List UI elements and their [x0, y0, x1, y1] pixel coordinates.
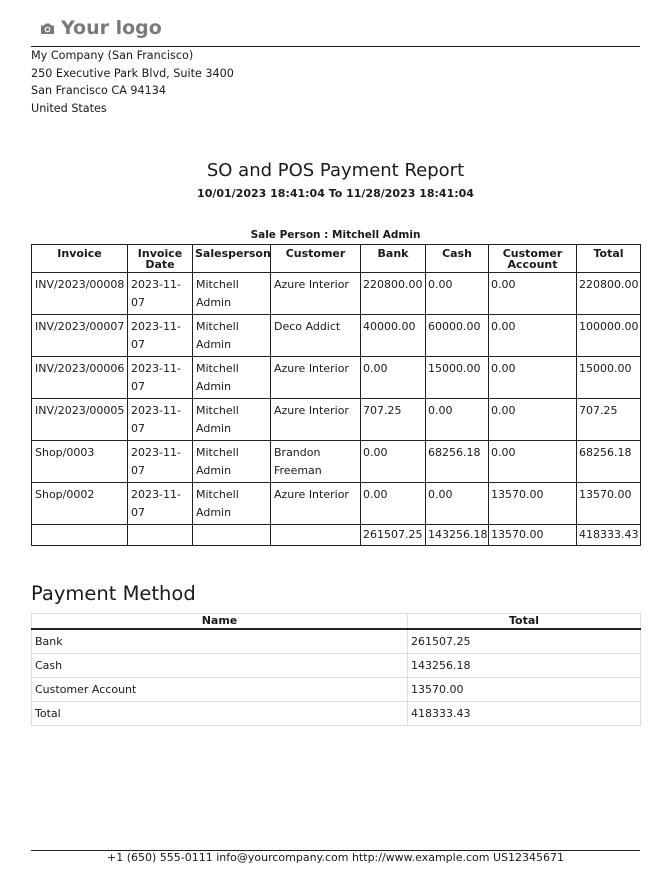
cell-invoice: Shop/0002 [32, 483, 128, 525]
cell-cash: 68256.18 [426, 441, 489, 483]
table-row [32, 315, 641, 357]
table-row [32, 441, 641, 483]
logo-text: Your logo [61, 17, 162, 39]
cell-date: 2023-11-07 [128, 441, 193, 483]
total-customer-account: 13570.00 [489, 525, 577, 546]
camera-icon [40, 22, 55, 35]
cell-customer-account: 0.00 [489, 441, 577, 483]
cell-total: 707.25 [577, 399, 641, 441]
cell-cash: 15000.00 [426, 357, 489, 399]
col-header-invoice: Invoice [32, 245, 128, 273]
payment-report-table [31, 244, 641, 546]
cell-invoice: INV/2023/00007 [32, 315, 128, 357]
cell-total: 100000.00 [577, 315, 641, 357]
totals-empty-cell [271, 525, 361, 546]
table-row [32, 399, 641, 441]
cell-salesperson: Mitchell Admin [193, 483, 271, 525]
footer-contact: +1 (650) 555-0111 info@yourcompany.com http://www.example.com US12345671 [106, 851, 564, 864]
cell-date: 2023-11-07 [128, 273, 193, 315]
table-row [32, 273, 641, 315]
total-bank: 261507.25 [361, 525, 426, 546]
cell-total: 220800.00 [577, 273, 641, 315]
totals-row [32, 525, 641, 546]
cell-date: 2023-11-07 [128, 315, 193, 357]
company-country: United States [31, 101, 107, 115]
cell-bank: 0.00 [361, 483, 426, 525]
pm-cell-name: Bank [32, 629, 408, 654]
grand-total: 418333.43 [577, 525, 641, 546]
cell-invoice: Shop/0003 [32, 441, 128, 483]
pm-row [32, 629, 641, 654]
cell-bank: 220800.00 [361, 273, 426, 315]
cell-date: 2023-11-07 [128, 357, 193, 399]
cell-customer-account: 0.00 [489, 357, 577, 399]
pm-cell-name: Cash [32, 654, 408, 678]
cell-customer: Deco Addict [271, 315, 361, 357]
company-logo [40, 17, 162, 39]
cell-total: 13570.00 [577, 483, 641, 525]
pm-col-header-total: Total [408, 614, 641, 630]
company-address [31, 47, 234, 117]
table-header-row [32, 245, 641, 273]
cell-customer-account: 0.00 [489, 399, 577, 441]
totals-empty-cell [193, 525, 271, 546]
cell-customer: Azure Interior [271, 357, 361, 399]
payment-method-table [31, 613, 641, 726]
cell-invoice: INV/2023/00005 [32, 399, 128, 441]
company-name: My Company (San Francisco) [31, 49, 194, 62]
pm-cell-name: Customer Account [32, 678, 408, 702]
cell-invoice: INV/2023/00008 [32, 273, 128, 315]
cell-customer: Azure Interior [271, 273, 361, 315]
cell-salesperson: Mitchell Admin [193, 399, 271, 441]
cell-salesperson: Mitchell Admin [193, 315, 271, 357]
pm-row [32, 654, 641, 678]
cell-salesperson: Mitchell Admin [193, 273, 271, 315]
cell-cash: 0.00 [426, 483, 489, 525]
pm-cell-total: 418333.43 [408, 702, 641, 726]
cell-customer-account: 13570.00 [489, 483, 577, 525]
pm-row [32, 678, 641, 702]
pm-cell-total: 261507.25 [408, 629, 641, 654]
total-cash: 143256.18 [426, 525, 489, 546]
sale-person-heading: Sale Person : Mitchell Admin [250, 229, 421, 241]
cell-salesperson: Mitchell Admin [193, 357, 271, 399]
cell-total: 15000.00 [577, 357, 641, 399]
cell-date: 2023-11-07 [128, 483, 193, 525]
cell-cash: 60000.00 [426, 315, 489, 357]
col-header-salesperson: Salesperson [193, 245, 271, 273]
cell-cash: 0.00 [426, 273, 489, 315]
company-city: San Francisco CA 94134 [31, 84, 167, 97]
totals-empty-cell [32, 525, 128, 546]
company-street: 250 Executive Park Blvd, Suite 3400 [31, 66, 234, 80]
cell-total: 68256.18 [577, 441, 641, 483]
cell-cash: 0.00 [426, 399, 489, 441]
cell-customer: Azure Interior [271, 399, 361, 441]
cell-bank: 0.00 [361, 357, 426, 399]
table-row [32, 483, 641, 525]
cell-invoice: INV/2023/00006 [32, 357, 128, 399]
totals-empty-cell [128, 525, 193, 546]
cell-customer: Azure Interior [271, 483, 361, 525]
cell-customer-account: 0.00 [489, 315, 577, 357]
table-row [32, 357, 641, 399]
col-header-invoice-date: Invoice Date [128, 245, 193, 273]
payment-method-title: Payment Method [31, 582, 196, 605]
cell-bank: 0.00 [361, 441, 426, 483]
pm-cell-total: 143256.18 [408, 654, 641, 678]
report-title: SO and POS Payment Report [206, 160, 465, 181]
col-header-bank: Bank [361, 245, 426, 273]
pm-header-row [32, 614, 641, 630]
cell-salesperson: Mitchell Admin [193, 441, 271, 483]
pm-col-header-name: Name [32, 614, 408, 630]
col-header-cash: Cash [426, 245, 489, 273]
pm-cell-total: 13570.00 [408, 678, 641, 702]
cell-date: 2023-11-07 [128, 399, 193, 441]
cell-customer-account: 0.00 [489, 273, 577, 315]
pm-row [32, 702, 641, 726]
col-header-customer: Customer [271, 245, 361, 273]
cell-customer: Brandon Freeman [271, 441, 361, 483]
cell-bank: 40000.00 [361, 315, 426, 357]
cell-bank: 707.25 [361, 399, 426, 441]
col-header-total: Total [577, 245, 641, 273]
report-date-range: 10/01/2023 18:41:04 To 11/28/2023 18:41:04 [197, 187, 474, 200]
col-header-customer-account: Customer Account [489, 245, 577, 273]
pm-cell-name: Total [32, 702, 408, 726]
